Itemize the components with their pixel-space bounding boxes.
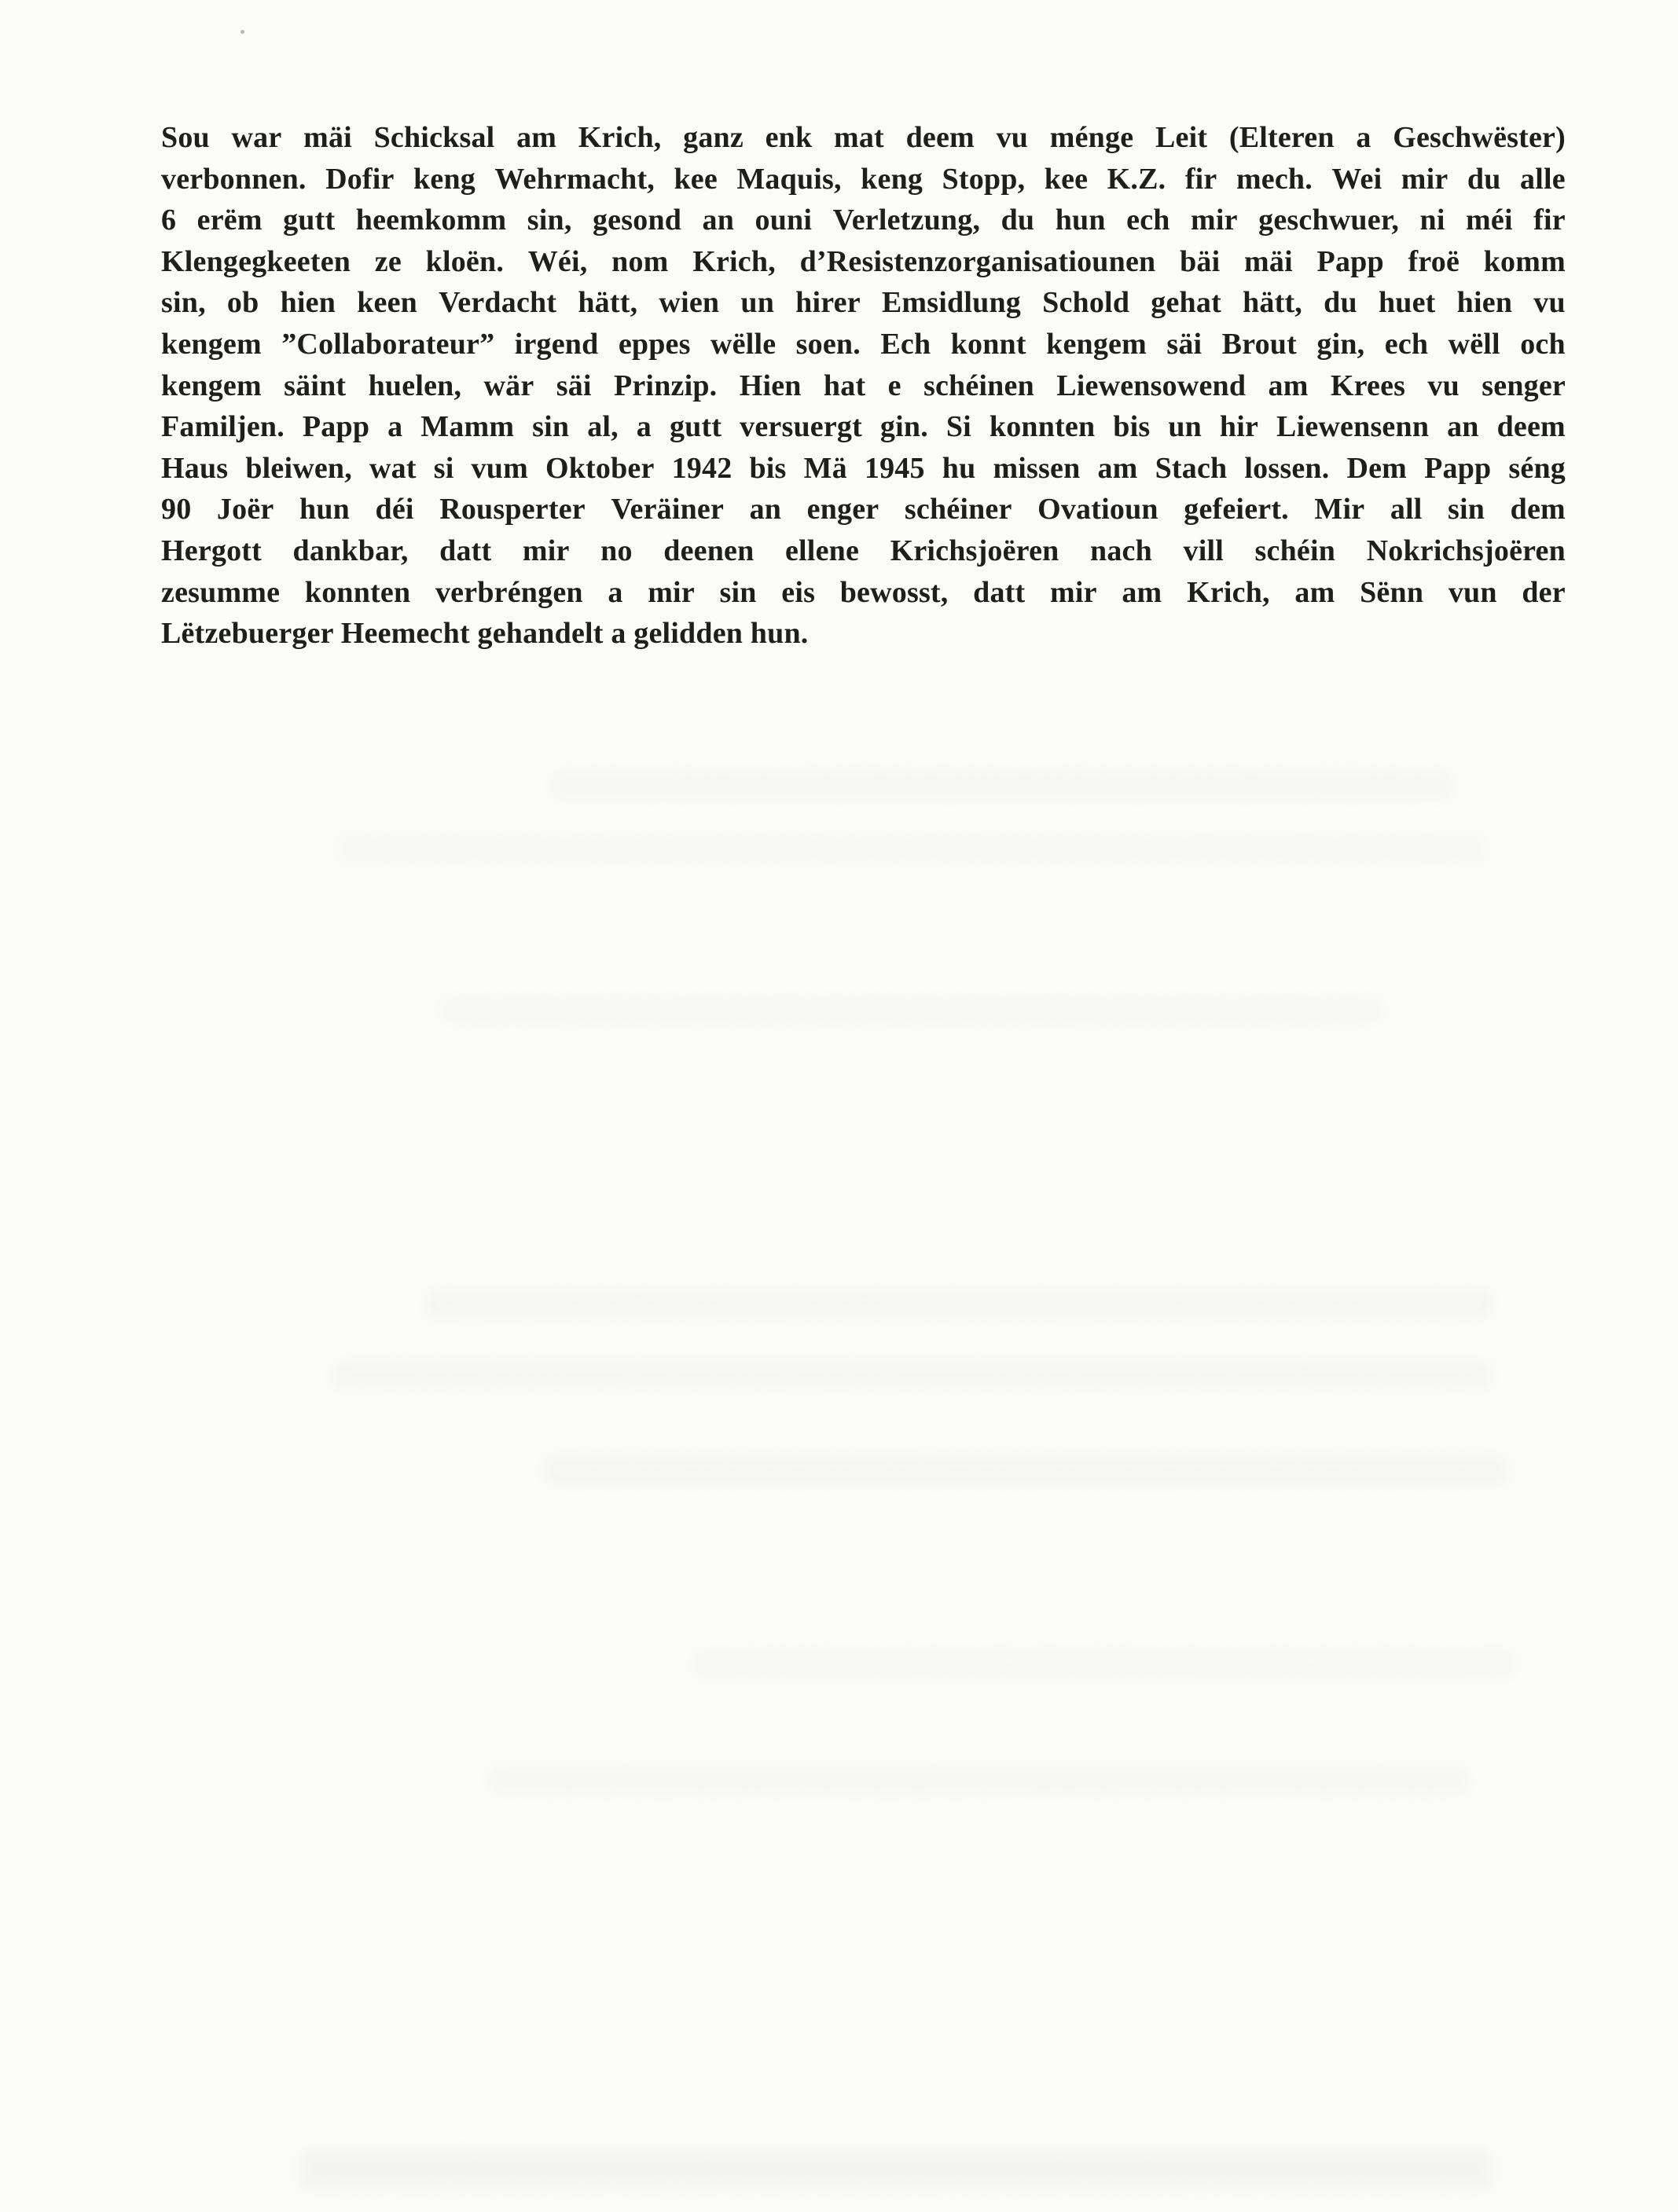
body-text-paragraph xyxy=(161,117,1566,655)
text-line: kengem ”Collaborateur” irgend eppes wëlle soen. Ech konnt kengem säi Brout gin, ech wëll och xyxy=(161,327,1566,361)
bleed-through-smudge xyxy=(338,835,1485,863)
scan-speck xyxy=(241,30,244,34)
text-line: verbonnen. Dofir keng Wehrmacht, kee Maquis, keng Stopp, kee K.Z. fir mech. Wei mir du alle xyxy=(161,162,1566,196)
bleed-through-smudge xyxy=(542,1455,1509,1485)
bleed-through-smudge xyxy=(692,1650,1517,1678)
text-line: 6 erëm gutt heemkomm sin, gesond an ouni Verletzung, du hun ech mir geschwuer, ni méi fir xyxy=(161,204,1566,237)
text-line: zesumme konnten verbréngen a mir sin eis bewosst, datt mir am Krich, am Sënn vun der xyxy=(161,575,1566,609)
text-line: sin, ob hien keen Verdacht hätt, wien un hirer Emsidlung Schold gehat hätt, du huet hien vu xyxy=(161,286,1566,320)
text-line: kengem säint huelen, wär säi Prinzip. Hien hat e schéinen Liewensowend am Krees vu senger xyxy=(161,369,1566,402)
text-line: Familjen. Papp a Mamm sin al, a gutt versuergt gin. Si konnten bis un hir Liewensenn an deem xyxy=(161,410,1566,444)
text-line: Klengegkeeten ze kloën. Wéi, nom Krich, d’Resistenzorganisatiounen bäi mäi Papp froë komm xyxy=(161,244,1566,278)
text-line: Hergott dankbar, datt mir no deenen ellene Krichsjoëren nach vill schéin Nokrichsjoëren xyxy=(161,534,1566,567)
bleed-through-smudge xyxy=(487,1766,1470,1795)
bleed-through-smudge xyxy=(299,2149,1493,2190)
bleed-through-smudge xyxy=(550,770,1454,800)
bleed-through-smudge xyxy=(424,1289,1493,1319)
text-line: 90 Joër hun déi Rousperter Veräiner an enger schéiner Ovatioun gefeiert. Mir all sin dem xyxy=(161,493,1566,526)
text-line: Sou war mäi Schicksal am Krich, ganz enk mat deem vu ménge Leit (Elteren a Geschwëster) xyxy=(161,121,1566,154)
text-line: Lëtzebuerger Heemecht gehandelt a gelidden hun. xyxy=(161,617,809,651)
bleed-through-smudge xyxy=(330,1361,1493,1389)
bleed-through-smudge xyxy=(440,996,1383,1023)
text-line: Haus bleiwen, wat si vum Oktober 1942 bis Mä 1945 hu missen am Stach lossen. Dem Papp séng xyxy=(161,451,1566,485)
